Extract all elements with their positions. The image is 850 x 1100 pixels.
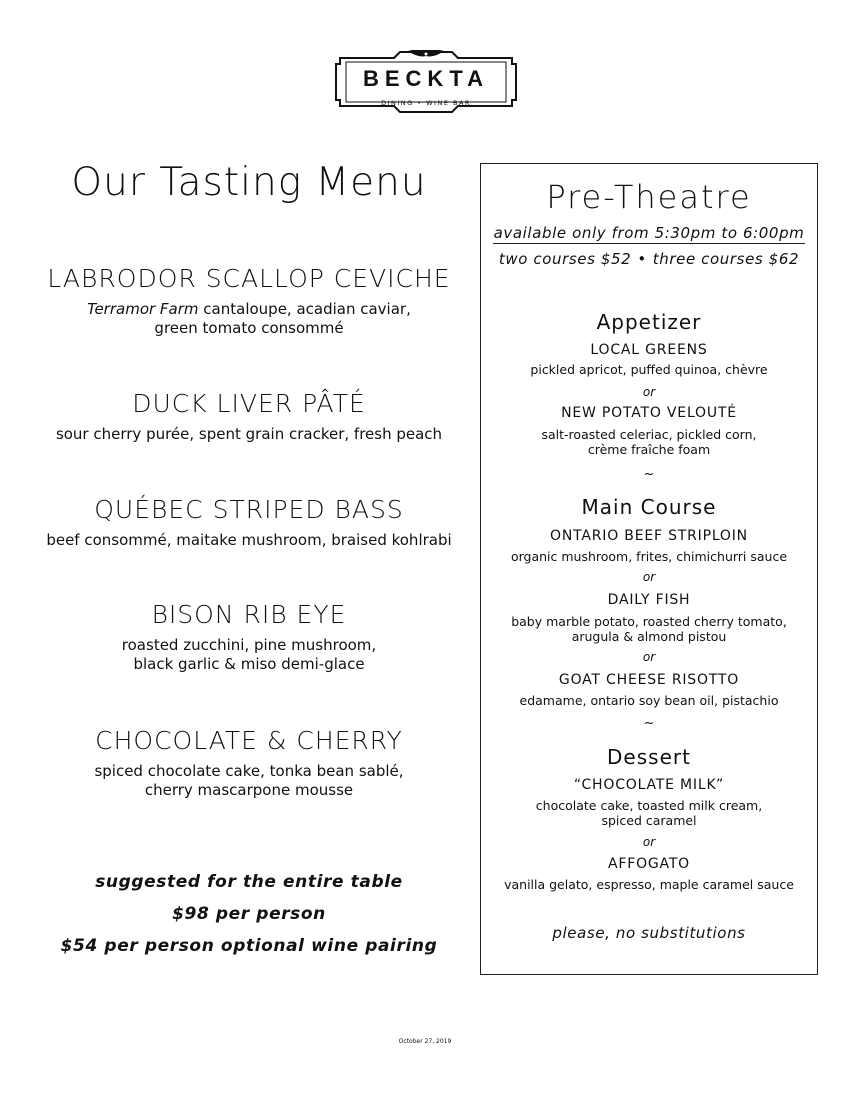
tasting-pricing: [20, 866, 478, 962]
course-item: [20, 495, 478, 550]
course-description: beef consommé, maitake mushroom, braised kohlrabi: [46, 531, 452, 549]
menu-item-desc: [491, 427, 807, 457]
course-desc-line: black garlic & miso demi-glace: [133, 655, 365, 673]
course-name: CHOCOLATE & CHERRY: [95, 726, 403, 755]
pre-theatre-box: [480, 163, 818, 975]
menu-item-name: NEW POTATO VELOUTÉ: [561, 405, 737, 421]
section-divider: ~: [643, 467, 655, 482]
menu-item-desc: [491, 614, 807, 644]
course-description: [20, 636, 478, 674]
menu-item-name: AFFOGATO: [607, 856, 690, 872]
course-item: [20, 264, 478, 338]
pre-theatre-prices: [481, 250, 817, 268]
suggestion-note: suggested for the entire table: [95, 872, 403, 892]
menu-item-desc: vanilla gelato, espresso, maple caramel sauce: [504, 877, 794, 892]
tasting-price: $98 per person: [172, 904, 326, 924]
menu-item-desc: pickled apricot, puffed quinoa, chèvre: [530, 362, 768, 377]
course-name: BISON RIB EYE: [151, 600, 347, 629]
menu-item-desc-line: arugula & almond pistou: [571, 629, 727, 644]
pre-theatre-title: Pre-Theatre: [546, 178, 752, 216]
no-substitutions-note: please, no substitutions: [552, 924, 746, 942]
course-name: QUÉBEC STRIPED BASS: [94, 495, 404, 524]
course-desc-line: spiced chocolate cake, tonka bean sablé,: [94, 762, 404, 780]
page-title: Our Tasting Menu: [71, 160, 427, 205]
course-desc-line: roasted zucchini, pine mushroom,: [121, 636, 377, 654]
menu-item-name: LOCAL GREENS: [590, 342, 708, 358]
logo: [334, 50, 518, 114]
course-description: [20, 300, 478, 338]
menu-item-name: GOAT CHEESE RISOTTO: [558, 672, 740, 688]
or-separator: or: [642, 650, 656, 664]
menu-item-name: ONTARIO BEEF STRIPLOIN: [550, 528, 748, 544]
price-separator: •: [637, 250, 647, 268]
wine-pairing-price: $54 per person optional wine pairing: [60, 936, 438, 956]
section-heading: Appetizer: [596, 310, 702, 334]
course-item: [20, 726, 478, 800]
menu-item-desc-line: baby marble potato, roasted cherry tomato,: [511, 614, 787, 629]
section-heading: Main Course: [581, 495, 717, 519]
course-item: [20, 389, 478, 444]
course-desc-line: green tomato consommé: [154, 319, 344, 337]
two-course-price: two courses $52: [498, 250, 632, 268]
menu-item-name: “CHOCOLATE MILK”: [573, 777, 725, 793]
logo-wordmark: BECKTA: [362, 66, 490, 91]
menu-item-desc-line: chocolate cake, toasted milk cream,: [535, 798, 763, 813]
course-desc-line: cherry mascarpone mousse: [144, 781, 354, 799]
logo-tagline: DINING • WINE BAR: [381, 99, 471, 107]
three-course-price: three courses $62: [652, 250, 800, 268]
menu-item-desc: edamame, ontario soy bean oil, pistachio: [519, 693, 779, 708]
section-divider: ~: [643, 716, 655, 731]
or-separator: or: [642, 570, 656, 584]
course-description: [20, 762, 478, 800]
course-description: sour cherry purée, spent grain cracker, fresh peach: [55, 425, 443, 443]
farm-name: Terramor Farm: [87, 300, 199, 318]
menu-item-desc-line: crème fraîche foam: [587, 442, 711, 457]
availability-note: available only from 5:30pm to 6:00pm: [493, 224, 805, 242]
course-name: DUCK LIVER PÂTÉ: [132, 389, 366, 418]
course-name: LABRODOR SCALLOP CEVICHE: [47, 264, 451, 293]
menu-item-desc-line: salt-roasted celeriac, pickled corn,: [541, 427, 757, 442]
or-separator: or: [642, 835, 656, 849]
course-desc-line: cantaloupe, acadian caviar,: [198, 300, 411, 318]
menu-item-name: DAILY FISH: [607, 592, 691, 608]
section-heading: Dessert: [607, 745, 691, 769]
or-separator: or: [642, 385, 656, 399]
course-item: [20, 600, 478, 674]
menu-item-desc-line: spiced caramel: [601, 813, 697, 828]
menu-item-desc: organic mushroom, frites, chimichurri sauce: [510, 549, 788, 564]
menu-item-desc: [491, 798, 807, 828]
menu-date: October 27, 2019: [398, 1038, 452, 1045]
